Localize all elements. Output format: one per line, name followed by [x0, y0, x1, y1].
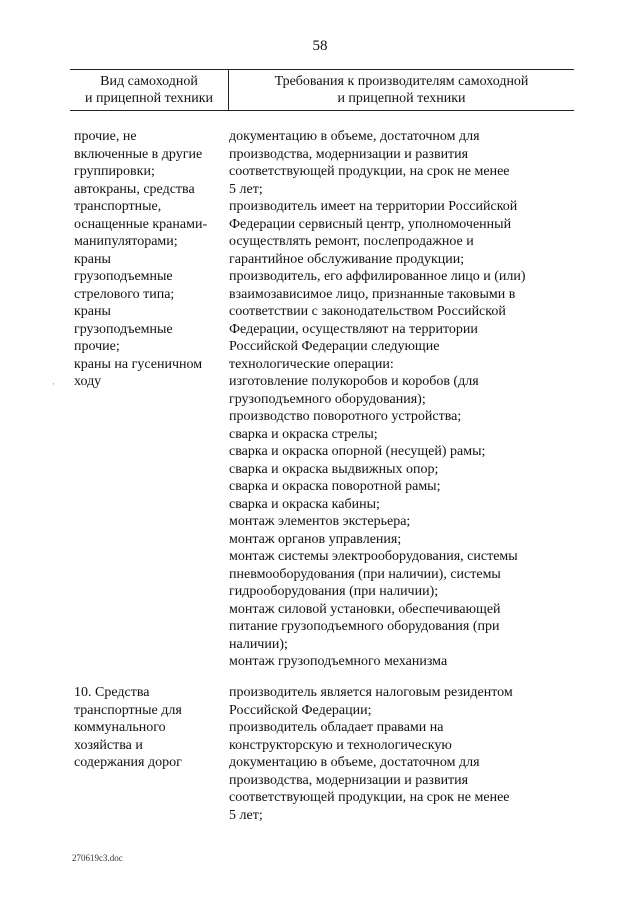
text-line: группировки;: [74, 164, 155, 179]
page-number: 58: [312, 38, 328, 54]
text-line: краны: [74, 304, 111, 319]
text-line: коммунального: [74, 720, 166, 735]
text-line: документацию в объеме, достаточном для: [229, 129, 480, 144]
text-line: изготовление полукоробов и коробов (для: [229, 374, 479, 389]
text-line: соответствующей продукции, на срок не менее: [229, 790, 510, 805]
header-right-line: и прицепной техники: [337, 91, 466, 106]
text-line: 5 лет;: [229, 807, 263, 823]
text-line: 10. Средства: [74, 685, 150, 700]
text-line: производитель, его аффилированное лицо и (или): [229, 269, 526, 284]
margin-mark: ·: [52, 379, 55, 389]
text-line: содержания дорог: [74, 755, 182, 770]
header-left-line: и прицепной техники: [84, 91, 214, 106]
header-left-line: Вид самоходной: [100, 74, 198, 89]
text-line: наличии);: [229, 636, 288, 652]
text-line: монтаж силовой установки, обеспечивающей: [229, 601, 501, 617]
text-line: транспортные для: [74, 702, 182, 718]
text-line: Федерации сервисный центр, уполномоченный: [229, 216, 512, 232]
text-line: гарантийное обслуживание продукции;: [229, 251, 465, 267]
text-line: документацию в объеме, достаточном для: [229, 755, 480, 770]
text-line: монтаж системы электрооборудования, системы: [229, 549, 518, 564]
text-line: сварка и окраска кабины;: [229, 496, 380, 512]
text-line: стрелового типа;: [74, 286, 175, 302]
text-line: транспортные,: [74, 199, 162, 214]
header-right-line: Требования к производителям самоходной: [274, 74, 529, 89]
text-line: 5 лет;: [229, 181, 263, 197]
text-line: сварка и окраска стрелы;: [229, 426, 378, 442]
header-column-requirements: [229, 70, 574, 110]
text-line: соответствии с законодательством Российской: [229, 304, 506, 319]
text-line: взаимозависимое лицо, признанные таковыми в: [229, 286, 516, 302]
text-line: технологические операции:: [229, 356, 394, 372]
text-line: включенные в другие: [74, 146, 203, 162]
text-line: сварка и окраска опорной (несущей) рамы;: [229, 444, 486, 459]
text-line: Российской Федерации;: [229, 702, 372, 718]
text-line: ходу: [74, 374, 102, 389]
text-line: производство поворотного устройства;: [229, 409, 462, 424]
text-line: Российской Федерации следующие: [229, 339, 440, 354]
text-line: питание грузоподъемного оборудования (при: [229, 619, 500, 634]
text-line: прочие;: [74, 339, 120, 354]
text-line: сварка и окраска поворотной рамы;: [229, 479, 441, 494]
vehicle-type-cell: [74, 128, 224, 391]
text-line: производитель является налоговым резидентом: [229, 685, 513, 700]
text-line: краны на гусеничном: [74, 356, 203, 372]
text-line: хозяйства и: [74, 737, 143, 753]
text-line: монтаж элементов экстерьера;: [229, 514, 411, 529]
text-line: гидрооборудования (при наличии);: [229, 584, 439, 599]
text-line: осуществлять ремонт, послепродажное и: [229, 234, 474, 249]
text-line: пневмооборудования (при наличии), системы: [229, 566, 501, 582]
text-line: манипуляторами;: [74, 234, 178, 249]
text-line: соответствующей продукции, на срок не менее: [229, 164, 510, 179]
text-line: грузоподъемные: [74, 321, 173, 337]
text-line: прочие, не: [74, 129, 137, 144]
requirements-cell: [229, 684, 574, 824]
footer-file-reference: 270619c3.doc: [72, 853, 123, 863]
table-header: [70, 69, 574, 111]
text-line: производитель обладает правами на: [229, 720, 444, 735]
text-line: краны: [74, 251, 111, 267]
requirements-cell: [229, 128, 574, 671]
text-line: конструкторскую и технологическую: [229, 737, 452, 753]
text-line: монтаж грузоподъемного механизма: [229, 654, 448, 669]
text-line: сварка и окраска выдвижных опор;: [229, 461, 439, 477]
text-line: грузоподъемного оборудования);: [229, 391, 426, 407]
text-line: оснащенные кранами-: [74, 216, 208, 232]
text-line: монтаж органов управления;: [229, 531, 402, 547]
text-line: производства, модернизации и развития: [229, 146, 469, 162]
header-column-vehicle-type: [70, 70, 229, 110]
text-line: грузоподъемные: [74, 269, 173, 284]
text-line: автокраны, средства: [74, 181, 195, 197]
text-line: производитель имеет на территории Российской: [229, 199, 518, 214]
vehicle-type-cell: [74, 684, 224, 772]
text-line: производства, модернизации и развития: [229, 772, 469, 788]
text-line: Федерации, осуществляют на территории: [229, 321, 478, 337]
